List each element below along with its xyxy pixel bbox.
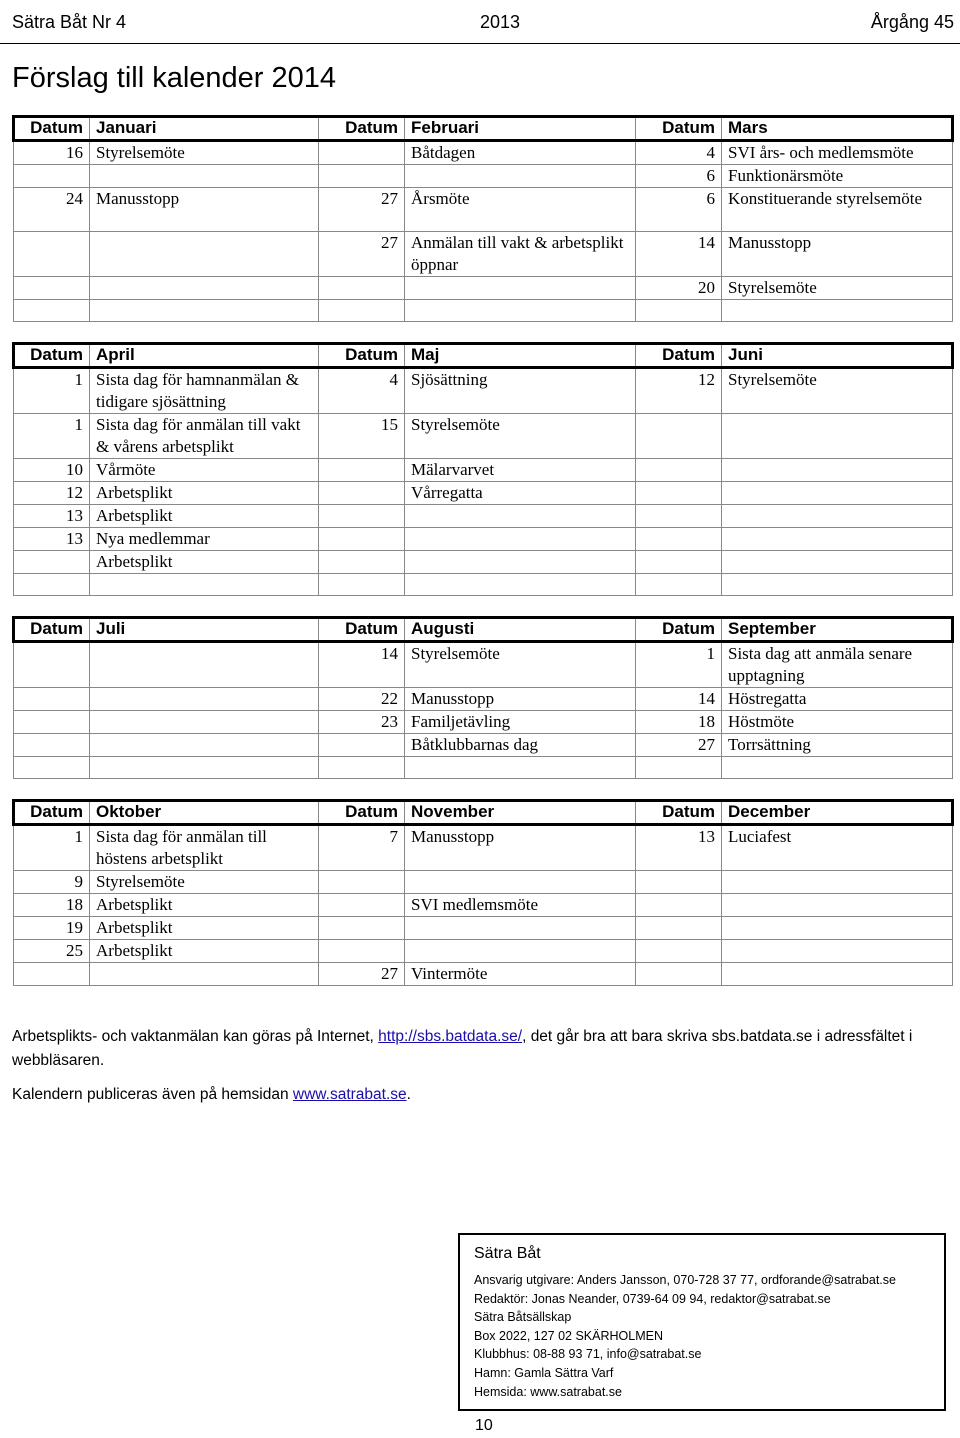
section-gap	[14, 779, 953, 801]
table-row	[14, 165, 953, 188]
contact-title: Sätra Båt	[474, 1245, 541, 1262]
date-cell	[14, 963, 90, 986]
event-cell: Manusstopp	[405, 825, 636, 871]
event-cell	[405, 528, 636, 551]
spacer-row	[14, 300, 953, 322]
date-cell: 1	[14, 414, 90, 459]
date-cell	[636, 894, 722, 917]
event-cell: Familjetävling	[405, 711, 636, 734]
event-cell: Sista dag för anmälan till vakt & vårens arbetsplikt	[90, 414, 319, 459]
event-cell	[405, 917, 636, 940]
event-cell: Arbetsplikt	[90, 894, 319, 917]
month-header: Augusti	[405, 618, 636, 642]
event-cell	[405, 505, 636, 528]
event-cell: SVI medlemsmöte	[405, 894, 636, 917]
date-cell	[14, 711, 90, 734]
datum-header: Datum	[319, 618, 405, 642]
event-cell: Vintermöte	[405, 963, 636, 986]
table-row	[14, 368, 953, 414]
event-cell	[722, 871, 953, 894]
table-row	[14, 642, 953, 688]
event-cell	[722, 414, 953, 459]
table-row	[14, 963, 953, 986]
table-row	[14, 277, 953, 300]
table-row	[14, 505, 953, 528]
empty-cell	[319, 574, 405, 596]
event-cell: Styrelsemöte	[405, 642, 636, 688]
date-cell	[14, 734, 90, 757]
event-cell: Sista dag för hamnanmälan & tidigare sjösättning	[90, 368, 319, 414]
date-cell	[319, 505, 405, 528]
website-info-text: Kalendern publiceras även på hemsidan	[12, 1086, 293, 1103]
event-cell: Båtdagen	[405, 141, 636, 165]
datum-header: Datum	[636, 618, 722, 642]
date-cell: 13	[636, 825, 722, 871]
website-info-end: .	[406, 1086, 411, 1103]
event-cell: Mälarvarvet	[405, 459, 636, 482]
event-cell	[90, 165, 319, 188]
date-cell: 22	[319, 688, 405, 711]
date-cell: 12	[14, 482, 90, 505]
date-cell: 16	[14, 141, 90, 165]
sbs-link[interactable]: http://sbs.batdata.se/	[378, 1028, 523, 1045]
event-cell	[722, 551, 953, 574]
event-cell	[90, 232, 319, 277]
date-cell	[14, 688, 90, 711]
date-cell: 25	[14, 940, 90, 963]
date-cell: 14	[319, 642, 405, 688]
date-cell: 6	[636, 188, 722, 232]
month-header-row	[14, 801, 953, 825]
event-cell: Styrelsemöte	[90, 871, 319, 894]
event-cell	[90, 734, 319, 757]
table-row	[14, 459, 953, 482]
date-cell: 27	[319, 188, 405, 232]
empty-cell	[90, 574, 319, 596]
date-cell: 4	[636, 141, 722, 165]
empty-cell	[636, 757, 722, 779]
datum-header: Datum	[636, 801, 722, 825]
empty-cell	[722, 574, 953, 596]
month-header: Mars	[722, 117, 953, 141]
page-number: 10	[475, 1417, 493, 1434]
event-cell: Styrelsemöte	[405, 414, 636, 459]
event-cell	[405, 277, 636, 300]
date-cell	[636, 551, 722, 574]
event-cell	[405, 871, 636, 894]
table-row	[14, 551, 953, 574]
event-cell: Konstituerande styrelsemöte	[722, 188, 953, 232]
empty-cell	[90, 300, 319, 322]
contact-line: Klubbhus: 08-88 93 71, info@satrabat.se	[474, 1347, 702, 1362]
date-cell	[319, 277, 405, 300]
event-cell	[90, 688, 319, 711]
event-cell: Torrsättning	[722, 734, 953, 757]
month-header-row	[14, 117, 953, 141]
empty-cell	[405, 757, 636, 779]
date-cell	[319, 871, 405, 894]
table-row	[14, 141, 953, 165]
event-cell: Nya medlemmar	[90, 528, 319, 551]
empty-cell	[722, 300, 953, 322]
event-cell	[90, 963, 319, 986]
event-cell: Styrelsemöte	[722, 368, 953, 414]
event-cell: Funktionärsmöte	[722, 165, 953, 188]
page-header	[0, 0, 960, 44]
empty-cell	[14, 757, 90, 779]
table-row	[14, 894, 953, 917]
date-cell	[14, 277, 90, 300]
table-row	[14, 734, 953, 757]
event-cell: Arbetsplikt	[90, 551, 319, 574]
date-cell	[319, 894, 405, 917]
date-cell: 9	[14, 871, 90, 894]
datum-header: Datum	[319, 801, 405, 825]
event-cell: Arbetsplikt	[90, 940, 319, 963]
section-gap	[14, 596, 953, 618]
date-cell	[636, 505, 722, 528]
event-cell	[405, 551, 636, 574]
date-cell	[319, 917, 405, 940]
datum-header: Datum	[636, 117, 722, 141]
date-cell: 18	[14, 894, 90, 917]
event-cell	[722, 940, 953, 963]
date-cell: 14	[636, 688, 722, 711]
event-cell	[722, 963, 953, 986]
datum-header: Datum	[319, 117, 405, 141]
datum-header: Datum	[14, 618, 90, 642]
event-cell: Sista dag att anmäla senare upptagning	[722, 642, 953, 688]
datum-header: Datum	[14, 801, 90, 825]
spacer-row	[14, 574, 953, 596]
event-cell: Styrelsemöte	[90, 141, 319, 165]
date-cell	[319, 734, 405, 757]
date-cell: 24	[14, 188, 90, 232]
contact-line: Redaktör: Jonas Neander, 0739-64 09 94, redaktor@satrabat.se	[474, 1291, 831, 1306]
event-cell: Luciafest	[722, 825, 953, 871]
date-cell	[319, 459, 405, 482]
table-row	[14, 940, 953, 963]
event-cell	[722, 505, 953, 528]
event-cell: Båtklubbarnas dag	[405, 734, 636, 757]
date-cell: 27	[319, 232, 405, 277]
month-header: December	[722, 801, 953, 825]
empty-cell	[90, 757, 319, 779]
empty-cell	[14, 574, 90, 596]
event-cell: Vårregatta	[405, 482, 636, 505]
contact-line: Hamn: Gamla Sättra Varf	[474, 1365, 614, 1380]
website-info	[12, 1083, 952, 1107]
date-cell	[14, 165, 90, 188]
month-header: April	[90, 344, 319, 368]
table-row	[14, 871, 953, 894]
datum-header: Datum	[319, 344, 405, 368]
date-cell: 20	[636, 277, 722, 300]
empty-cell	[405, 574, 636, 596]
event-cell: Vårmöte	[90, 459, 319, 482]
date-cell	[636, 963, 722, 986]
event-cell: SVI års- och medlemsmöte	[722, 141, 953, 165]
event-cell: Höstregatta	[722, 688, 953, 711]
table-row	[14, 482, 953, 505]
table-row	[14, 188, 953, 232]
date-cell: 13	[14, 528, 90, 551]
date-cell	[319, 482, 405, 505]
date-cell: 10	[14, 459, 90, 482]
empty-cell	[636, 300, 722, 322]
page-title: Förslag till kalender 2014	[12, 62, 337, 94]
table-row	[14, 688, 953, 711]
event-cell: Sista dag för anmälan till höstens arbetsplikt	[90, 825, 319, 871]
date-cell: 1	[14, 825, 90, 871]
internet-info-text-end: , det går bra att bara skriva sbs.batdata.se i adressfältet i webbläsaren.	[12, 1028, 913, 1069]
table-row	[14, 711, 953, 734]
month-header-row	[14, 618, 953, 642]
month-header: September	[722, 618, 953, 642]
date-cell	[319, 940, 405, 963]
event-cell	[722, 482, 953, 505]
event-cell: Manusstopp	[90, 188, 319, 232]
date-cell: 18	[636, 711, 722, 734]
event-cell: Styrelsemöte	[722, 277, 953, 300]
date-cell	[14, 232, 90, 277]
event-cell: Anmälan till vakt & arbetsplikt öppnar	[405, 232, 636, 277]
date-cell: 23	[319, 711, 405, 734]
event-cell	[405, 165, 636, 188]
empty-cell	[405, 300, 636, 322]
datum-header: Datum	[14, 117, 90, 141]
contact-line: Ansvarig utgivare: Anders Jansson, 070-728 37 77, ordforande@satrabat.se	[474, 1273, 896, 1287]
date-cell: 4	[319, 368, 405, 414]
month-header: Maj	[405, 344, 636, 368]
table-row	[14, 414, 953, 459]
date-cell: 27	[636, 734, 722, 757]
event-cell	[722, 894, 953, 917]
date-cell	[319, 551, 405, 574]
section-gap	[14, 322, 953, 344]
event-cell	[90, 277, 319, 300]
date-cell: 1	[14, 368, 90, 414]
event-cell	[722, 528, 953, 551]
date-cell	[636, 528, 722, 551]
empty-cell	[319, 757, 405, 779]
date-cell: 19	[14, 917, 90, 940]
contact-line: Box 2022, 127 02 SKÄRHOLMEN	[474, 1328, 663, 1343]
datum-header: Datum	[636, 344, 722, 368]
event-cell: Arbetsplikt	[90, 505, 319, 528]
date-cell	[636, 482, 722, 505]
month-header-row	[14, 344, 953, 368]
empty-cell	[636, 574, 722, 596]
date-cell	[636, 940, 722, 963]
empty-cell	[319, 300, 405, 322]
date-cell	[636, 459, 722, 482]
month-header: Januari	[90, 117, 319, 141]
month-header: Juni	[722, 344, 953, 368]
event-cell: Manusstopp	[405, 688, 636, 711]
event-cell	[90, 642, 319, 688]
contact-box	[458, 1233, 946, 1411]
month-header: November	[405, 801, 636, 825]
internet-info-text: Arbetsplikts- och vaktanmälan kan göras på Internet,	[12, 1028, 379, 1045]
table-row	[14, 232, 953, 277]
month-header: Februari	[405, 117, 636, 141]
table-row	[14, 528, 953, 551]
empty-cell	[722, 757, 953, 779]
date-cell: 1	[636, 642, 722, 688]
date-cell	[14, 551, 90, 574]
date-cell: 15	[319, 414, 405, 459]
date-cell	[319, 165, 405, 188]
header-right: Årgång 45	[870, 12, 954, 32]
table-row	[14, 825, 953, 871]
event-cell: Sjösättning	[405, 368, 636, 414]
event-cell	[405, 940, 636, 963]
datum-header: Datum	[14, 344, 90, 368]
contact-line: Sätra Båtsällskap	[474, 1310, 572, 1325]
date-cell: 13	[14, 505, 90, 528]
date-cell: 7	[319, 825, 405, 871]
date-cell	[14, 642, 90, 688]
event-cell: Arbetsplikt	[90, 917, 319, 940]
month-header: Juli	[90, 618, 319, 642]
event-cell	[722, 917, 953, 940]
date-cell	[319, 528, 405, 551]
date-cell: 14	[636, 232, 722, 277]
header-center: 2013	[480, 12, 521, 32]
website-link[interactable]: www.satrabat.se	[292, 1086, 407, 1103]
contact-line: Hemsida: www.satrabat.se	[474, 1384, 622, 1399]
header-left: Sätra Båt Nr 4	[12, 12, 127, 32]
date-cell: 27	[319, 963, 405, 986]
date-cell: 12	[636, 368, 722, 414]
table-row	[14, 917, 953, 940]
empty-cell	[14, 300, 90, 322]
event-cell: Arbetsplikt	[90, 482, 319, 505]
event-cell: Manusstopp	[722, 232, 953, 277]
date-cell	[636, 917, 722, 940]
calendar-table	[12, 115, 954, 986]
date-cell: 6	[636, 165, 722, 188]
spacer-row	[14, 757, 953, 779]
event-cell	[90, 711, 319, 734]
date-cell	[636, 871, 722, 894]
date-cell	[636, 414, 722, 459]
event-cell	[722, 459, 953, 482]
month-header: Oktober	[90, 801, 319, 825]
date-cell	[319, 141, 405, 165]
internet-info	[12, 1025, 952, 1073]
event-cell: Årsmöte	[405, 188, 636, 232]
event-cell: Höstmöte	[722, 711, 953, 734]
